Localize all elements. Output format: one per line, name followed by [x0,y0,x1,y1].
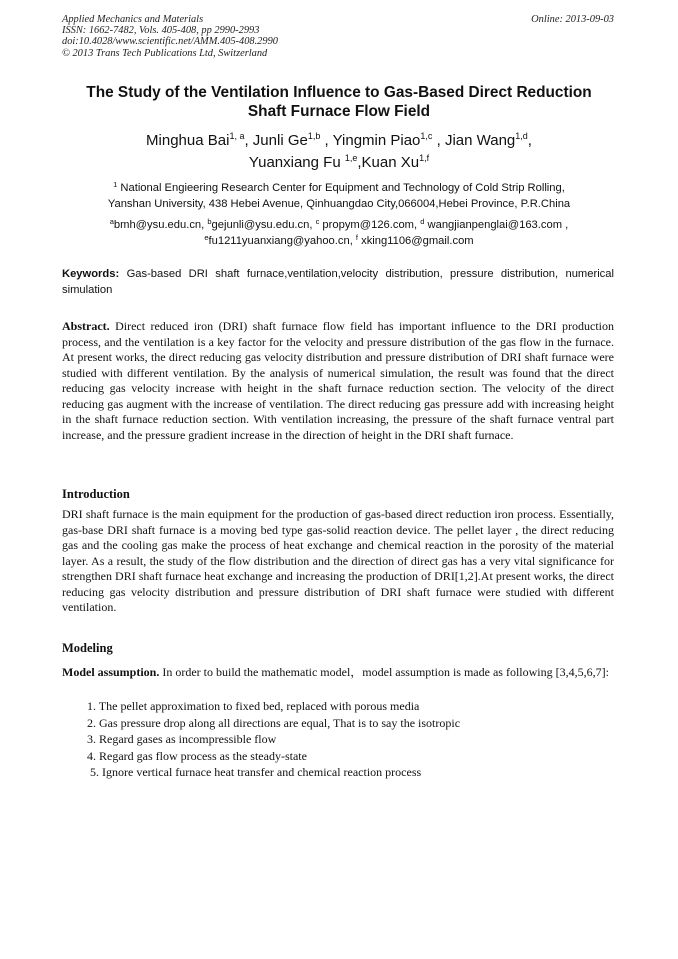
list-item: 4. Regard gas flow process as the steady-state [87,748,307,763]
journal-name: Applied Mechanics and Materials [62,14,204,25]
introduction-heading: Introduction [62,487,130,501]
email-address[interactable]: propym@126.com [319,219,415,231]
author-affil-mark: 1,e [344,153,358,163]
email-address[interactable]: gejunli@ysu.edu.cn [211,219,310,231]
title-line-2: Shaft Furnace Flow Field [247,103,431,120]
online-date: Online: 2013-09-03 [531,14,614,25]
author-name: Kuan Xu [361,154,420,171]
author-name: Yuanxiang Fu [248,154,345,171]
modeling-heading: Modeling [62,641,113,655]
list-item: 2. Gas pressure drop along all directions are equal, That is to say the isotropic [87,715,461,730]
assumption-list [87,698,460,781]
email-separator: , [562,219,569,231]
email-separator: , [349,234,356,247]
email-separator: , [201,219,208,231]
author-name: Yingmin Piao [332,132,421,149]
author-name: Minghua Bai [146,132,230,149]
email-address[interactable]: wangjianpenglai@163.com [424,219,563,231]
keywords-text: Gas-based DRI shaft furnace,ventilation,velocity distribution, pressure distribution, numerical simulation [62,268,614,296]
author-separator: , [527,132,532,149]
author-affil-mark: 1,f [419,153,430,163]
model-assumption-label: Model assumption. [62,665,160,679]
author-separator: , [357,154,362,171]
email-mark: c [315,217,320,226]
affiliation-line-2: Yanshan University, 438 Hebei Avenue, Qinhuangdao City,066004,Hebei Province, P.R.China [107,197,571,210]
author-separator: , [432,132,445,149]
keywords-label: Keywords: [62,268,120,280]
author-affil-mark: 1,d [515,131,528,141]
email-address[interactable]: fu1211yuanxiang@yahoo.cn [208,234,350,247]
affiliation-mark: 1 [113,180,118,189]
model-assumption [62,664,614,681]
issn-line: ISSN: 1662-7482, Vols. 405-408, pp 2990-2993 [62,25,260,37]
abstract-label: Abstract. [62,319,110,333]
email-list [62,218,616,249]
copyright-line: © 2013 Trans Tech Publications Ltd, Switzerland [62,47,268,59]
keywords [62,266,614,298]
list-item: 3. Regard gases as incompressible flow [87,732,277,747]
abstract [62,319,614,443]
author-name: Junli Ge [252,132,308,149]
abstract-text: Direct reduced iron (DRI) shaft furnace flow field has important influence to the DRI production process, and the ventilation is a key factor for the velocity and pressure distribution of the gas flow in the furnace. At present works, the direct reducing gas velocity distribution and pressure distribution of DRI shaft furnace were studied with different ventilation. By the analysis of numerical simulation, the result was found that the direct reducing gas velocity increase with height in the shaft furnace reduction section. The velocity of the direct reducing gas augment with the increase of ventilation. The direct reducing gas pressure add with increasing height in the shaft furnace reduction section. With ventilation increasing, the pressure of the shaft furnace ventral part increase, and the pressure gradient increase in the direction of height in the DRI shaft furnace. [62,319,614,442]
affiliation-line-1: National Engieering Research Center for Equipment and Technology of Cold Strip Rolling, [117,182,565,194]
email-separator: , [309,219,316,231]
email-mark: d [420,217,425,226]
journal-header [62,14,278,59]
list-item: 5. Ignore vertical furnace heat transfer and chemical reaction process [90,765,422,780]
author-separator: , [244,132,253,149]
email-address[interactable]: xking1106@gmail.com [358,234,474,247]
author-list [62,130,616,174]
author-affil-mark: 1,b [307,131,321,141]
affiliation [62,181,616,212]
author-separator: , [320,132,333,149]
paper-title [62,83,616,121]
title-line-1: The Study of the Ventilation Influence to Gas-Based Direct Reduction [86,84,592,101]
model-assumption-text: In order to build the mathematic model，model assumption is made as following [3,4,5,6,7]: [159,665,609,679]
doi-line[interactable]: doi:10.4028/www.scientific.net/AMM.405-408.2990 [62,36,278,48]
author-affil-mark: 1,c [420,131,433,141]
email-mark: e [204,232,209,242]
email-separator: , [414,219,421,231]
introduction-text: DRI shaft furnace is the main equipment for the production of gas-based direct reduction iron process. Essentially, gas-base DRI shaft furnace is a moving bed type gas-solid reaction device. The pellet layer , the direct reducing gas and the cooling gas make the process of heat exchange and chemical reaction in the porosity of the material layer. As a result, the study of the flow distribution and the direction of direct gas has a very vital significance for strengthen DRI shaft furnace heat exchange and increasing the production of DRI[1,2].At present works, the direct reducing gas velocity distribution and pressure distribution of DRI shaft furnace were studied with different ventilation. [62,507,614,614]
email-mark: f [355,232,358,242]
email-mark: b [207,217,212,226]
list-item: 1. The pellet approximation to fixed bed, replaced with porous media [87,699,420,713]
email-address[interactable]: bmh@ysu.edu.cn [113,219,202,231]
email-mark: a [109,217,114,226]
author-name: Jian Wang [444,132,516,149]
author-affil-mark: 1, a [229,131,245,141]
